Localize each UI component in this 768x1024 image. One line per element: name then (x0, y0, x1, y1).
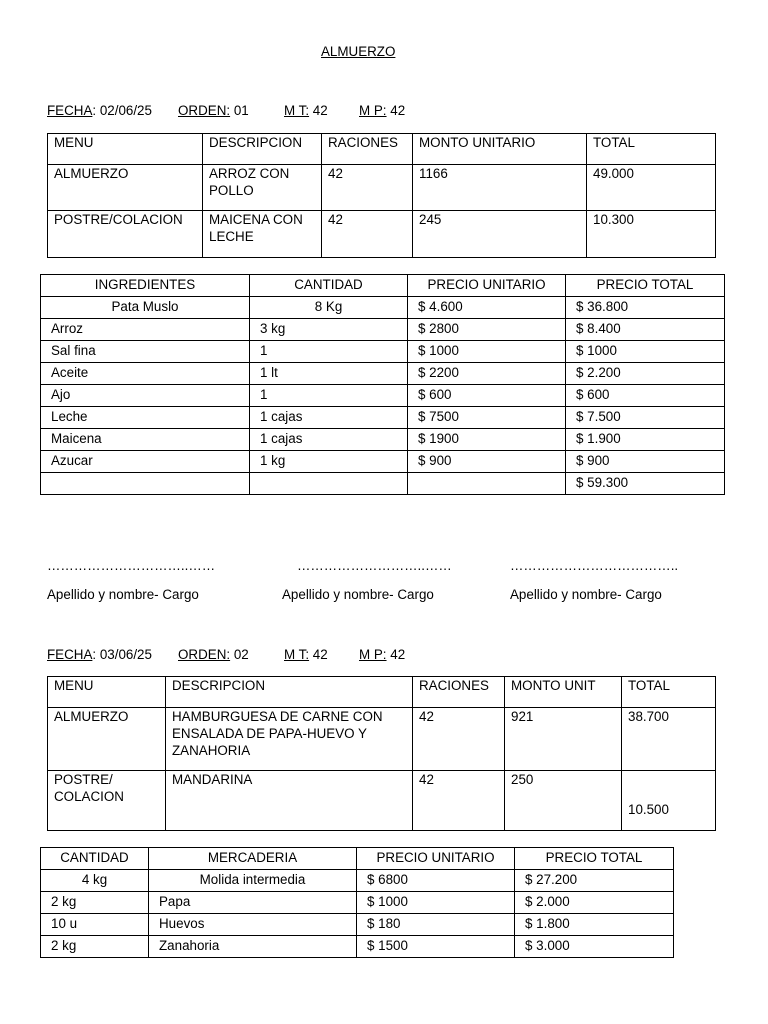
cell: 2 kg (41, 892, 149, 914)
cell: Sal fina (41, 341, 250, 363)
cell: 250 (505, 771, 622, 831)
table-header-row (48, 134, 716, 165)
cell: $ 600 (566, 385, 725, 407)
cell: Zanahoria (149, 936, 357, 958)
header-cell: MERCADERIA (149, 848, 357, 870)
header-cell: MENU (48, 677, 166, 708)
orden-label: ORDEN: (178, 103, 231, 118)
cell: 1 kg (250, 451, 408, 473)
header-cell: RACIONES (322, 134, 413, 165)
cell: 245 (413, 211, 587, 258)
fecha-value: : 02/06/25 (92, 103, 152, 118)
order-1-header (47, 103, 152, 118)
table-row (41, 936, 674, 958)
signature-line-1: …………………………..…… (47, 558, 216, 573)
cell: 3 kg (250, 319, 408, 341)
cell: $ 2800 (408, 319, 566, 341)
cell: $ 1000 (408, 341, 566, 363)
header-cell: PRECIO TOTAL (566, 275, 725, 297)
cell: 1 lt (250, 363, 408, 385)
order-2-menu-table (47, 676, 716, 831)
cell: 4 kg (41, 870, 149, 892)
cell: $ 1000 (566, 341, 725, 363)
cell: 10 u (41, 914, 149, 936)
cell: Molida intermedia (149, 870, 357, 892)
table-row (48, 708, 716, 771)
cell: Leche (41, 407, 250, 429)
cell: $ 2200 (408, 363, 566, 385)
order-2-merchandise-table (40, 847, 674, 958)
table-row (41, 385, 725, 407)
cell: Azucar (41, 451, 250, 473)
fecha-value: : 03/06/25 (92, 647, 152, 662)
signature-line-2: ………………………..…… (297, 558, 452, 573)
orden-value: 02 (233, 647, 249, 662)
fecha-label: FECHA (47, 103, 93, 118)
cell: 1166 (413, 165, 587, 211)
cell: 1 cajas (250, 429, 408, 451)
header-cell: PRECIO TOTAL (515, 848, 674, 870)
cell: $ 27.200 (515, 870, 674, 892)
mp-label: M P: (359, 647, 387, 662)
mp-label: M P: (359, 103, 387, 118)
orden-field (178, 103, 249, 118)
table-header-row (41, 275, 725, 297)
table-row (41, 429, 725, 451)
cell: $ 2.000 (515, 892, 674, 914)
signature-line-3: ……………………………….. (510, 558, 679, 573)
mt-value: 42 (312, 103, 328, 118)
mp-field (359, 647, 405, 662)
cell: $ 8.400 (566, 319, 725, 341)
cell: $ 1000 (357, 892, 515, 914)
cell: 921 (505, 708, 622, 771)
cell: 42 (413, 771, 505, 831)
header-cell: DESCRIPCION (166, 677, 413, 708)
cell: POSTRE/COLACION (48, 211, 203, 258)
table-row (41, 870, 674, 892)
signature-label-1: Apellido y nombre- Cargo (47, 587, 199, 602)
table-row (41, 319, 725, 341)
cell: MAICENA CON LECHE (203, 211, 322, 258)
header-cell: RACIONES (413, 677, 505, 708)
cell: Arroz (41, 319, 250, 341)
table-row (41, 892, 674, 914)
cell: Maicena (41, 429, 250, 451)
cell: Huevos (149, 914, 357, 936)
cell: 42 (322, 211, 413, 258)
cell: ARROZ CON POLLO (203, 165, 322, 211)
order-1-menu-table (47, 133, 716, 258)
cell: $ 900 (408, 451, 566, 473)
header-cell: CANTIDAD (250, 275, 408, 297)
table-row (48, 771, 716, 831)
header-cell: TOTAL (587, 134, 716, 165)
table-row (41, 363, 725, 385)
cell: 42 (322, 165, 413, 211)
cell: ALMUERZO (48, 708, 166, 771)
cell: Aceite (41, 363, 250, 385)
orden-label: ORDEN: (178, 647, 231, 662)
cell: Ajo (41, 385, 250, 407)
mp-value: 42 (390, 103, 406, 118)
cell: 10.500 (622, 771, 716, 831)
signature-label-2: Apellido y nombre- Cargo (282, 587, 434, 602)
header-cell: TOTAL (622, 677, 716, 708)
cell: Papa (149, 892, 357, 914)
cell: 2 kg (41, 936, 149, 958)
mt-label: M T: (284, 647, 310, 662)
header-cell: MONTO UNITARIO (413, 134, 587, 165)
grand-total-cell: $ 59.300 (566, 473, 725, 495)
cell (41, 473, 250, 495)
table-row (41, 407, 725, 429)
cell: 1 (250, 341, 408, 363)
mt-value: 42 (312, 647, 328, 662)
cell: $ 36.800 (566, 297, 725, 319)
document-title: ALMUERZO (321, 44, 396, 59)
table-row (48, 211, 716, 258)
table-row (41, 341, 725, 363)
orden-value: 01 (233, 103, 249, 118)
signature-label-3: Apellido y nombre- Cargo (510, 587, 662, 602)
mp-value: 42 (390, 647, 406, 662)
cell: 38.700 (622, 708, 716, 771)
header-cell: DESCRIPCION (203, 134, 322, 165)
cell: 1 cajas (250, 407, 408, 429)
header-cell: PRECIO UNITARIO (408, 275, 566, 297)
cell: 42 (413, 708, 505, 771)
cell: $ 7.500 (566, 407, 725, 429)
fecha-label: FECHA (47, 647, 93, 662)
table-header-row (41, 848, 674, 870)
mp-field (359, 103, 405, 118)
cell: 10.300 (587, 211, 716, 258)
cell: $ 7500 (408, 407, 566, 429)
mt-field (284, 103, 328, 118)
cell: ALMUERZO (48, 165, 203, 211)
cell: POSTRE/ COLACION (48, 771, 166, 831)
cell: $ 900 (566, 451, 725, 473)
table-row (41, 451, 725, 473)
cell: $ 6800 (357, 870, 515, 892)
orden-field (178, 647, 249, 662)
table-header-row (48, 677, 716, 708)
cell: Pata Muslo (41, 297, 250, 319)
cell: $ 1900 (408, 429, 566, 451)
cell: 49.000 (587, 165, 716, 211)
header-cell: INGREDIENTES (41, 275, 250, 297)
header-cell: PRECIO UNITARIO (357, 848, 515, 870)
table-row (41, 914, 674, 936)
order-2-header (47, 647, 152, 662)
mt-field (284, 647, 328, 662)
cell: $ 1500 (357, 936, 515, 958)
cell: $ 180 (357, 914, 515, 936)
cell: $ 600 (408, 385, 566, 407)
cell: $ 4.600 (408, 297, 566, 319)
header-cell: MONTO UNIT (505, 677, 622, 708)
cell (408, 473, 566, 495)
total-row (41, 473, 725, 495)
header-cell: CANTIDAD (41, 848, 149, 870)
cell: MANDARINA (166, 771, 413, 831)
cell: $ 3.000 (515, 936, 674, 958)
table-row (48, 165, 716, 211)
cell: 8 Kg (250, 297, 408, 319)
cell: $ 1.900 (566, 429, 725, 451)
table-row (41, 297, 725, 319)
cell (250, 473, 408, 495)
cell: 1 (250, 385, 408, 407)
mt-label: M T: (284, 103, 310, 118)
cell: HAMBURGUESA DE CARNE CON ENSALADA DE PAPA-HUEVO Y ZANAHORIA (166, 708, 413, 771)
cell: $ 2.200 (566, 363, 725, 385)
cell: $ 1.800 (515, 914, 674, 936)
header-cell: MENU (48, 134, 203, 165)
order-1-ingredients-table (40, 274, 725, 495)
